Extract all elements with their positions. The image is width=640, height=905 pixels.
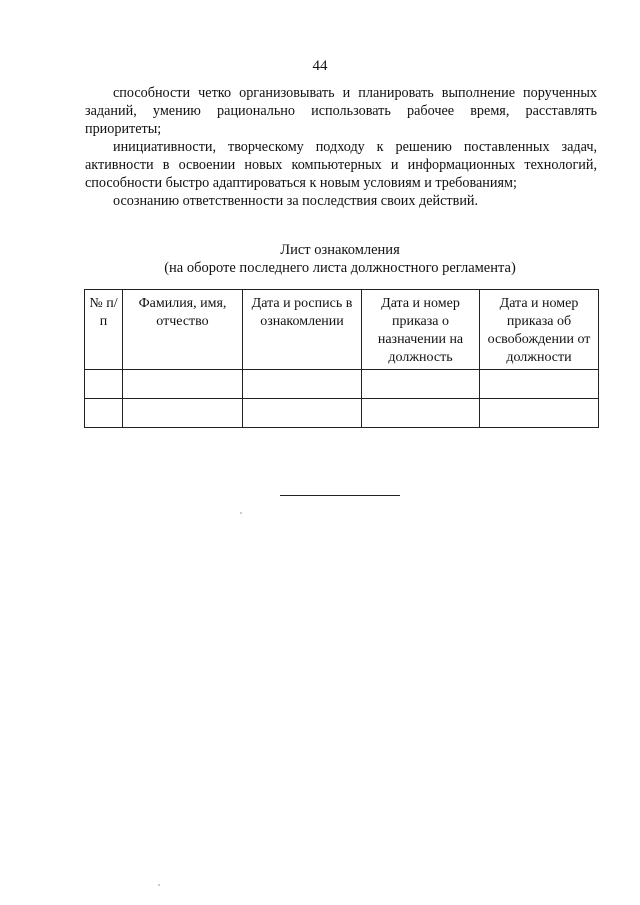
sheet-subtitle: (на обороте последнего листа должностного регламента) [164, 260, 516, 276]
body-text [85, 84, 597, 210]
scan-speck [240, 512, 242, 514]
table-cell [243, 399, 362, 428]
table-cell [123, 370, 243, 399]
paragraph-initiative: инициативности, творческому подходу к решению поставленных задач, активности в освоении новых компьютерных и информационных технологий, способности быстро адаптироваться к новым условиям и требованиям; [85, 139, 597, 191]
header-dismissal-order: Дата и номер приказа об освобождении от должности [480, 290, 599, 370]
table-cell [362, 399, 480, 428]
page-number: 44 [312, 58, 328, 74]
paragraph-planning: способности четко организовывать и планировать выполнение порученных заданий, умению рационально использовать рабочее время, расставлять приоритеты; [85, 85, 597, 137]
table-cell [480, 370, 599, 399]
table-cell [123, 399, 243, 428]
header-signature-date: Дата и роспись в ознакомлении [243, 290, 362, 370]
header-number: № п/п [85, 290, 123, 370]
table-cell [85, 399, 123, 428]
header-appointment-order: Дата и номер приказа о назначении на должность [362, 290, 480, 370]
sheet-title: Лист ознакомления [280, 242, 400, 258]
table-cell [243, 370, 362, 399]
header-full-name: Фамилия, имя, отчество [123, 290, 243, 370]
table-header-row [85, 290, 599, 370]
table-row [85, 370, 599, 399]
paragraph-responsibility: осознанию ответственности за последствия своих действий. [113, 193, 479, 209]
scan-speck [158, 884, 160, 886]
table-cell [85, 370, 123, 399]
sheet-heading [0, 241, 640, 277]
table-cell [480, 399, 599, 428]
table-row [85, 399, 599, 428]
acknowledgement-table [84, 289, 599, 428]
table-cell [362, 370, 480, 399]
end-divider-line [280, 495, 400, 496]
